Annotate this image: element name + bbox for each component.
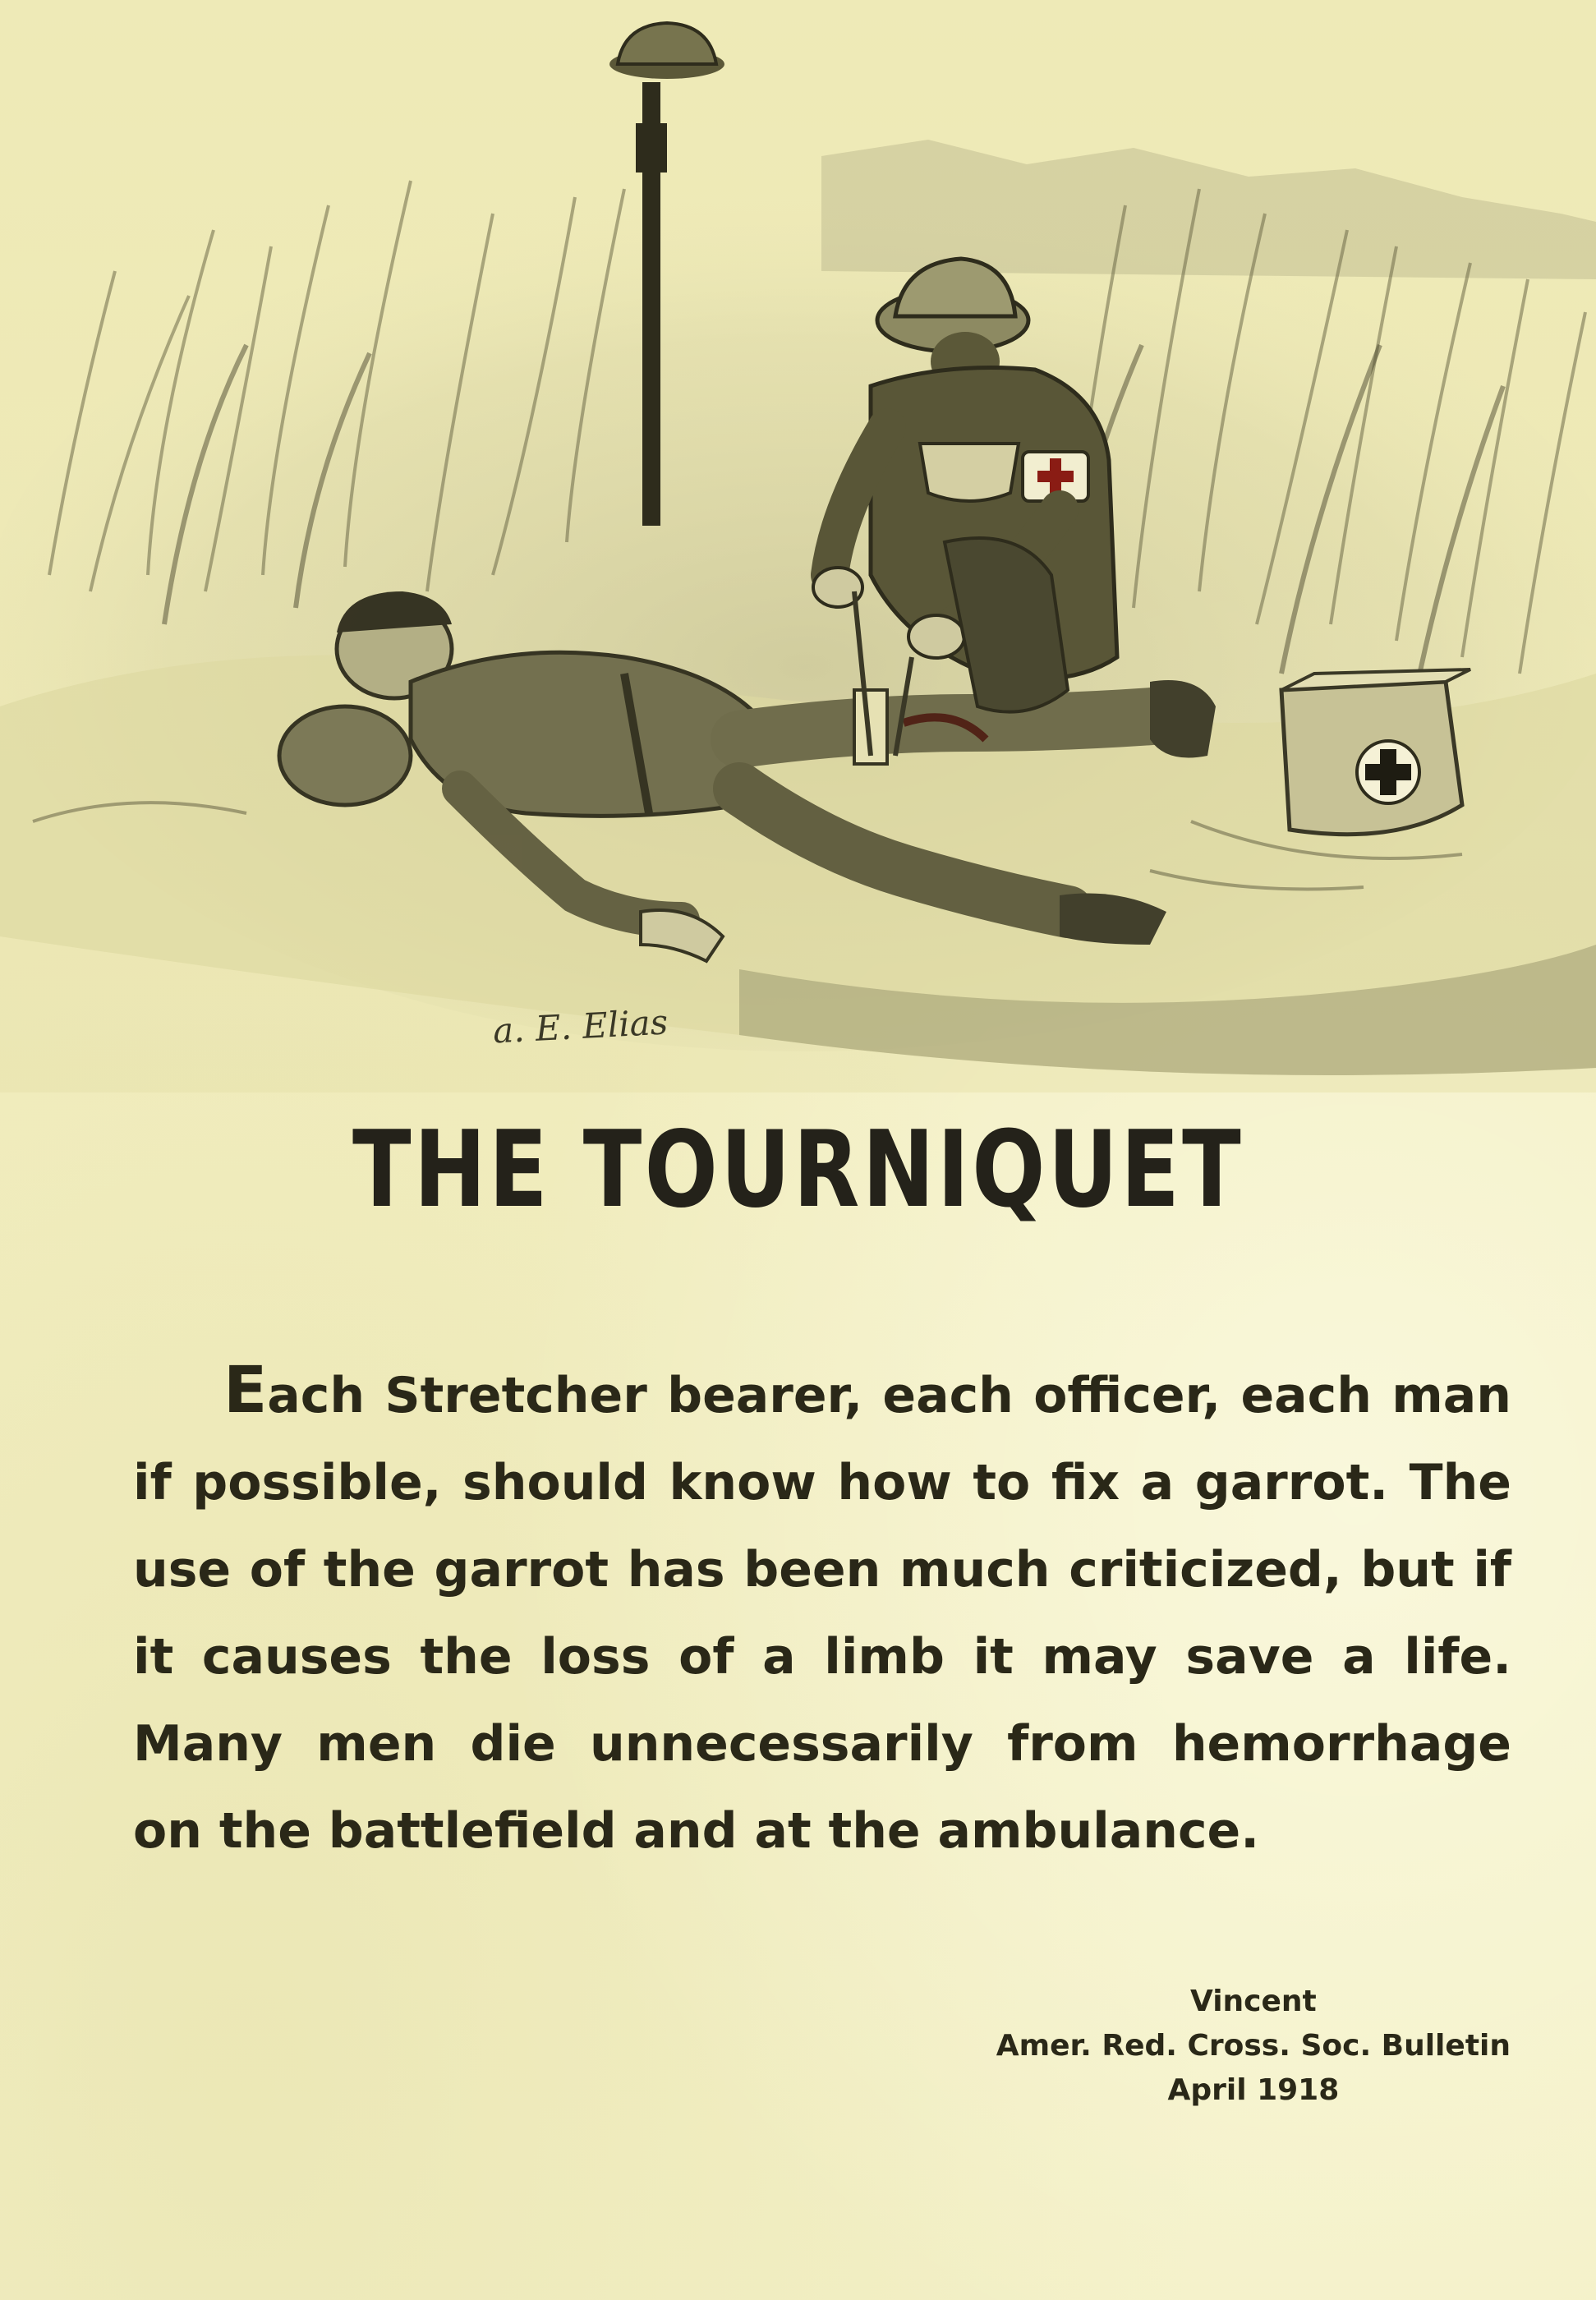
body-text: ach Stretcher bearer, each officer, each man if possible, should know how to fix a garrot. The use of the garrot has been much criticized, but if it causes the loss of a limb it may save a life. Many men die unnecessarily from hemorrhage on the battlefield and at the ambulance. bbox=[133, 1367, 1511, 1860]
citation-author: Vincent bbox=[1189, 1985, 1317, 2018]
red-cross-icon bbox=[1357, 741, 1419, 803]
first-aid-box bbox=[1281, 669, 1470, 835]
citation-block bbox=[996, 1980, 1511, 2113]
artist-signature: a. E. Elias bbox=[491, 1001, 669, 1051]
citation-source: Amer. Red. Cross. Soc. Bulletin bbox=[996, 2029, 1511, 2063]
citation-date: April 1918 bbox=[1167, 2073, 1340, 2107]
tourniquet-illustration bbox=[0, 0, 1596, 1092]
drop-cap-letter: E bbox=[223, 1354, 268, 1428]
page-title: THE TOURNIQUET bbox=[352, 1109, 1244, 1231]
body-paragraph bbox=[133, 1347, 1511, 1874]
